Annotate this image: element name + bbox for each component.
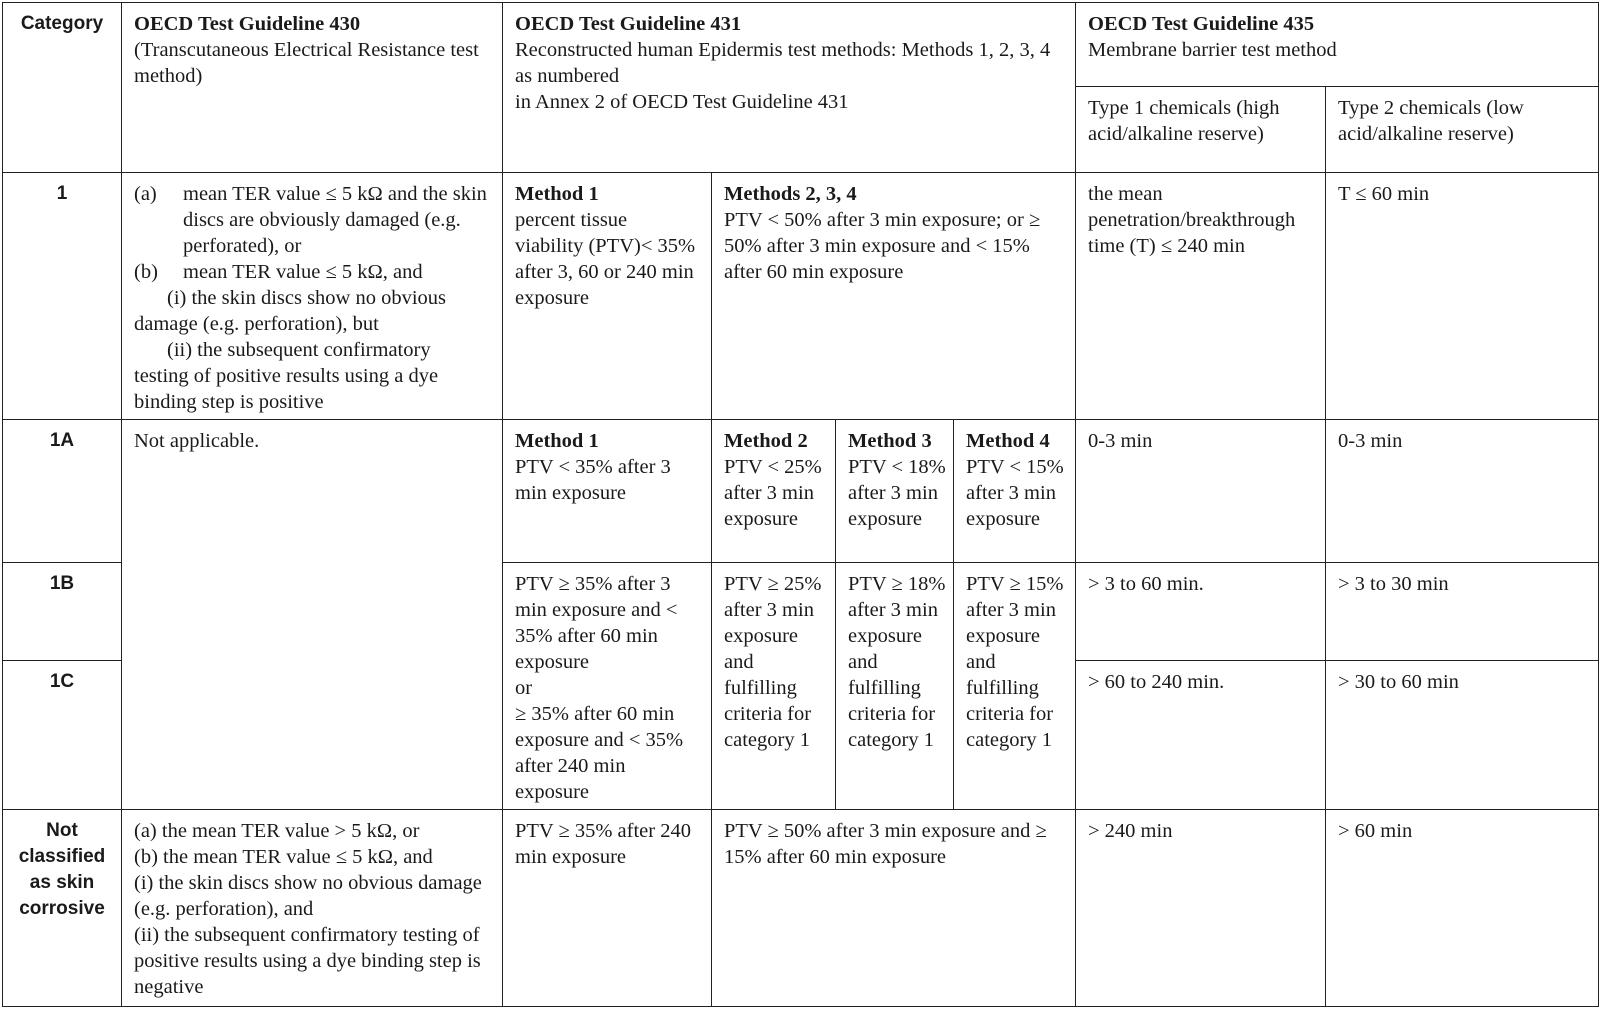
tg435-type2-cell: > 60 min (1326, 810, 1599, 1007)
tg430-subtitle: (Transcutaneous Electrical Resistance test method) (134, 39, 479, 87)
header-tg430 (122, 3, 503, 173)
category-label: 1C (3, 661, 122, 810)
tg431-method2-cell: Method 2 PTV < 25% after 3 min exposure (712, 420, 836, 563)
tg435-type1-cell: the mean penetration/breakthrough time (T) ≤ 240 min (1076, 173, 1326, 420)
tg431-method1-cell: Method 1 PTV < 35% after 3 min exposure (503, 420, 712, 563)
category-label: 1A (3, 420, 122, 563)
category-label: Not classified as skin corrosive (3, 810, 122, 1007)
header-type1: Type 1 chemicals (high acid/alkaline reserve) (1076, 87, 1326, 173)
header-type2: Type 2 chemicals (low acid/alkaline reserve) (1326, 87, 1599, 173)
tg431-method1-cell: PTV ≥ 35% after 240 min exposure (503, 810, 712, 1007)
header-tg435 (1076, 3, 1599, 87)
tg431-subtitle-1: Reconstructed human Epidermis test methods: Methods 1, 2, 3, 4 as numbered (515, 39, 1051, 87)
tg435-type2-cell: 0-3 min (1326, 420, 1599, 563)
tg435-type1-cell: 0-3 min (1076, 420, 1326, 563)
header-category: Category (3, 3, 122, 173)
tg431-method3-cell: Method 3 PTV < 18% after 3 min exposure (836, 420, 954, 563)
tg435-subtitle: Membrane barrier test method (1088, 39, 1337, 61)
row-category-1a (3, 420, 1599, 563)
tg431-method4-cell: Method 4 PTV < 15% after 3 min exposure (954, 420, 1076, 563)
tg435-type2-cell: T ≤ 60 min (1326, 173, 1599, 420)
tg431-methods234-cell: Methods 2, 3, 4 PTV < 50% after 3 min exposure; or ≥ 50% after 3 min exposure and < 15% after 60 min exposure (712, 173, 1076, 420)
tg430-cell: (a) mean TER value ≤ 5 kΩ and the skin discs are obviously damaged (e.g. perforated), or (b) mean TER value ≤ 5 kΩ, and (i) the skin discs show no obvious damage (e.g. perforation), but (ii) the subsequent confirmatory testing of positive results using a dye binding step is positive (122, 173, 503, 420)
row-not-classified (3, 810, 1599, 1007)
tg431-method1-cell: Method 1 percent tissue viability (PTV)< 35% after 3, 60 or 240 min exposure (503, 173, 712, 420)
tg435-type2-cell: > 3 to 30 min (1326, 563, 1599, 661)
tg435-type1-cell: > 240 min (1076, 810, 1326, 1007)
tg435-title: OECD Test Guideline 435 (1088, 13, 1315, 35)
header-row (3, 3, 1599, 87)
tg430-title: OECD Test Guideline 430 (134, 13, 361, 35)
header-tg431 (503, 3, 1076, 173)
tg431-method2-cell: PTV ≥ 25% after 3 min exposure and fulfilling criteria for category 1 (712, 563, 836, 810)
tg435-type1-cell: > 3 to 60 min. (1076, 563, 1326, 661)
tg430-cell: Not applicable. (122, 420, 503, 810)
category-label: 1B (3, 563, 122, 661)
tg435-type1-cell: > 60 to 240 min. (1076, 661, 1326, 810)
tg431-method1-cell: PTV ≥ 35% after 3 min exposure and < 35% after 60 min exposure or ≥ 35% after 60 min exposure and < 35% after 240 min exposure (503, 563, 712, 810)
tg431-subtitle-2: in Annex 2 of OECD Test Guideline 431 (515, 91, 849, 113)
tg431-title: OECD Test Guideline 431 (515, 13, 742, 35)
classification-table (2, 2, 1599, 1007)
category-label: 1 (3, 173, 122, 420)
tg430-cell: (a) the mean TER value > 5 kΩ, or (b) the mean TER value ≤ 5 kΩ, and (i) the skin discs show no obvious damage (e.g. perforation), and (ii) the subsequent confirmatory testing of positive results using a dye binding step is negative (122, 810, 503, 1007)
row-category-1 (3, 173, 1599, 420)
tg431-method3-cell: PTV ≥ 18% after 3 min exposure and fulfilling criteria for category 1 (836, 563, 954, 810)
tg431-method4-cell: PTV ≥ 15% after 3 min exposure and fulfilling criteria for category 1 (954, 563, 1076, 810)
tg435-type2-cell: > 30 to 60 min (1326, 661, 1599, 810)
tg431-methods234-cell: PTV ≥ 50% after 3 min exposure and ≥ 15% after 60 min exposure (712, 810, 1076, 1007)
